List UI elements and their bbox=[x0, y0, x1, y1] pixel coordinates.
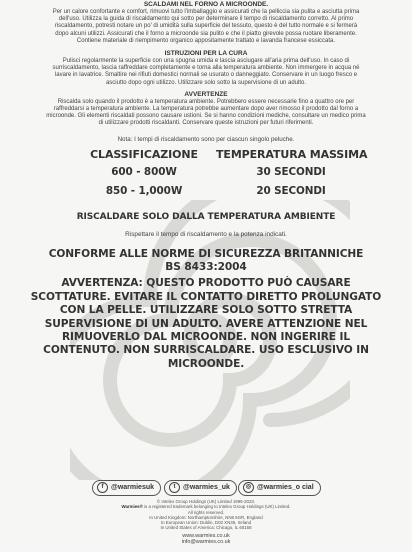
table-header-max-time: TEMPERATURA MASSIMA bbox=[216, 147, 368, 161]
address-eu: In European Union: Dublin, D02 XN36, Ireland bbox=[160, 520, 252, 526]
section-heat-body: Per un calore confortante e comfort, rimuovi tutto l'imballaggio e assicurati che la pelliccia sia pulita e asciutta prima dell'uso. Utilizza la guida di riscaldamento qui sotto per determinare il tempo di riscaldamento corretto. Al primo riscaldamento, potresti notare un po' di umidità sulla superficie del tessuto, questo è del tutto normale e si fermerà dopo alcuni utilizzi. Assicurati che il forno a microonde sia pulito e che il piatto girevole possa ruotare liberamente. Contiene materiale di riempimento organico appositamente trattato e lavanda francese essiccata. bbox=[52, 9, 360, 44]
section-care-title: ISTRUZIONI PER LA CURA bbox=[164, 50, 248, 58]
email-link[interactable]: info@warmies.co.uk bbox=[181, 539, 231, 546]
facebook-link[interactable] bbox=[92, 480, 161, 496]
facebook-icon: f bbox=[97, 482, 108, 493]
instagram-link[interactable] bbox=[238, 480, 321, 496]
table-header-rating: CLASSIFICAZIONE bbox=[90, 147, 198, 161]
section-warnings-body: Riscalda solo quando il prodotto è a temperatura ambiente. Potrebbero essere necessarie fino a quattro ore per raffreddarsi a temperatura ambiente. La temperatura potrebbe aumentare dopo aver rimosso il prodotto dal forno a microonde. Gli elementi riscaldati possono causare ustioni. Se si hanno condizioni mediche, consultare un medico prima di utilizzare prodotti riscaldanti. Conservare queste istruzioni per futuri riferimenti. bbox=[46, 98, 366, 127]
table-cell-time: 30 SECONDI bbox=[256, 165, 326, 178]
twitter-icon: t bbox=[169, 482, 180, 493]
standard-code: BS 8433:2004 bbox=[165, 261, 247, 274]
twitter-link[interactable] bbox=[164, 480, 237, 496]
instagram-handle: @warmies_o cial bbox=[257, 484, 314, 491]
trademark-line: Warmies® is a registered trademark belonging to Intelex Group Holdings (UK) Limited. bbox=[121, 504, 291, 510]
copyright-line: © Intelex Group Holdings (UK) Limited 1995-2023. bbox=[156, 499, 256, 504]
address-us: In United States of America: Chicago, IL 60158 bbox=[160, 525, 252, 531]
rights-line: All rights reserved. bbox=[187, 509, 225, 515]
social-links bbox=[0, 480, 412, 498]
table-cell-power: 850 - 1,000W bbox=[105, 184, 183, 197]
twitter-handle: @warmies_uk bbox=[183, 484, 230, 491]
section-heat-title: SCALDAMI NEL FORNO A MICROONDE. bbox=[143, 1, 269, 8]
warning-text: AVVERTENZA: QUESTO PRODOTTO PUÒ CAUSARE SCOTTATURE. EVITARE IL CONTATTO DIRETTO PROLUNGATO CON LA PELLE. UTILIZZARE SOLO SOTTO STRETTA SUPERVISIONE DI UN ADULTO. AVERE ATTENZIONE NEL RIMUOVERLO DAL MICROONDE. NON INGERIRE IL CONTENUTO. NON SURRISCALDARE. USO ESCLUSIVO IN MICROONDE. bbox=[30, 277, 382, 370]
heating-time-note: Rispettare il tempo di riscaldamento e la potenza indicati. bbox=[125, 230, 287, 238]
instagram-icon: ◎ bbox=[243, 482, 254, 493]
conformity-line: CONFORME ALLE NORME DI SICUREZZA BRITANNICHE bbox=[48, 247, 364, 260]
table-cell-power: 600 - 800W bbox=[111, 165, 177, 178]
section-warnings-title: AVVERTENZE bbox=[184, 90, 228, 98]
heating-table bbox=[0, 148, 412, 206]
address-uk: In United Kingdom: Northamptonshire, NN8 6GR, England bbox=[149, 514, 263, 520]
table-cell-time: 20 SECONDI bbox=[256, 184, 326, 197]
room-temperature-heading: RISCALDARE SOLO DALLA TEMPERATURA AMBIENTE bbox=[76, 211, 336, 222]
facebook-handle: @warmiesuk bbox=[111, 484, 155, 491]
section-care-body: Pulisci regolarmente la superficie con una spugna umida e lascia asciugare all'aria prima dell'uso. In caso di surriscaldamento, lascia raffreddare completamente e torna alla temperatura ambiente. Non immergere in acqua né lavare in lavatrice. Smaltire nei rifiuti domestici normali se usurato o danneggiato. Conservare in un luogo fresco e asciutto dopo ogni utilizzo. Utilizzare solo sotto la supervisione di un adulto. bbox=[52, 58, 360, 86]
brand-name: Warmies® bbox=[121, 504, 143, 510]
heating-note: Nota: I tempi di riscaldamento sono per ciascun singolo peluche. bbox=[117, 135, 295, 143]
footer bbox=[0, 499, 412, 546]
website-link[interactable]: www.warmies.co.uk bbox=[182, 532, 230, 539]
